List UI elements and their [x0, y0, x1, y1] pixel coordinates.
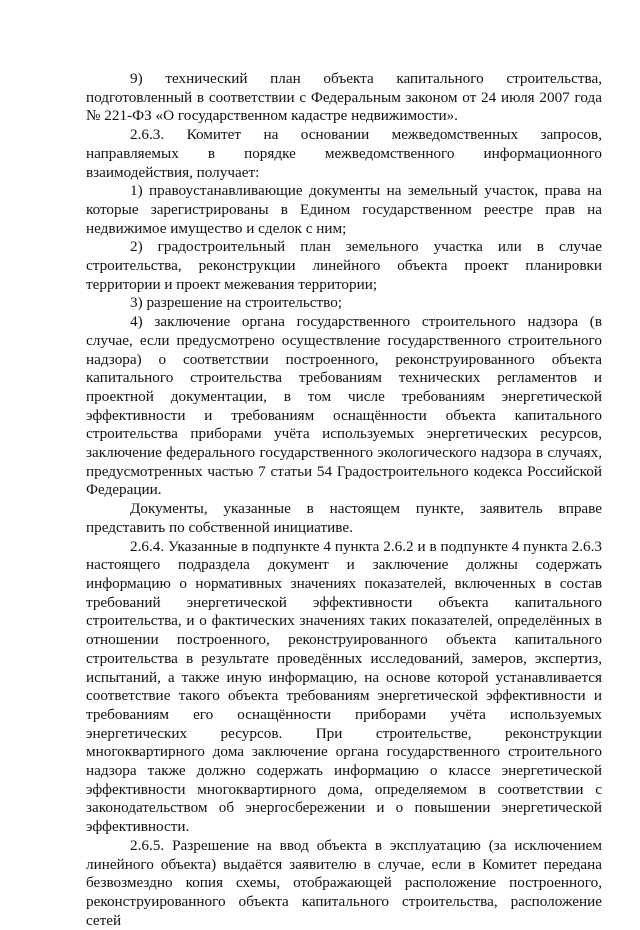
- paragraph-item-1-title-documents: 1) правоустанавливающие документы на земельный участок, права на которые зарегистрированы в Едином государственном реестре прав на недвижимое имущество и сделок с ним;: [86, 182, 602, 237]
- paragraph-2-6-3: 2.6.3. Комитет на основании межведомственных запросов, направляемых в порядке межведомственного информационного взаимодействия, получает:: [86, 126, 602, 181]
- document-page: [86, 70, 602, 930]
- paragraph-2-6-4: 2.6.4. Указанные в подпункте 4 пункта 2.6.2 и в подпункте 4 пункта 2.6.3 настоящего подраздела документ и заключение должны содержать информацию о нормативных значениях показателей, включенных в состав требований энергетической эффективности объекта капитального строительства, и о фактических значениях таких показателей, определённых в отношении построенного, реконструированного объекта капитального строительства в результате проведённых исследований, замеров, экспертиз, испытаний, а также иную информацию, на основе которой устанавливается соответствие такого объекта требованиям энергетической эффективности и требованиям его оснащённости приборами учёта используемых энергетических ресурсов. При строительстве, реконструкции многоквартирного дома заключение органа государственного строительного надзора также должно содержать информацию о классе энергетической эффективности многоквартирного дома, определяемом в соответствии с законодательством об энергосбережении и о повышении энергетической эффективности.: [86, 537, 602, 836]
- paragraph-2-6-5: 2.6.5. Разрешение на ввод объекта в эксплуатацию (за исключением линейного объекта) выдаётся заявителю в случае, если в Комитет передана безвозмездно копия схемы, отображающей расположение построенного, реконструированного объекта капитального строительства, расположение сетей: [86, 836, 602, 929]
- paragraph-item-9-technical-plan: 9) технический план объекта капитального строительства, подготовленный в соответствии с Федеральным законом от 24 июля 2007 года № 221-ФЗ «О государственном кадастре недвижимости».: [86, 70, 602, 125]
- paragraph-own-initiative: Документы, указанные в настоящем пункте, заявитель вправе представить по собственной инициативе.: [86, 500, 602, 536]
- paragraph-item-4-supervision-conclusion: 4) заключение органа государственного строительного надзора (в случае, если предусмотрено осуществление государственного строительного надзора) о соответствии построенного, реконструированного объекта капитального строительства требованиям технических регламентов и проектной документации, в том числе требованиям энергетической эффективности и требованиям оснащённости объекта капитального строительства приборами учёта используемых энергетических ресурсов, заключение федерального государственного экологического надзора в случаях, предусмотренных частью 7 статьи 54 Градостроительного кодекса Российской Федерации.: [86, 313, 602, 499]
- paragraph-item-3-building-permit: 3) разрешение на строительство;: [130, 294, 343, 312]
- paragraph-item-2-urban-plan: 2) градостроительный план земельного участка или в случае строительства, реконструкции линейного объекта проект планировки территории и проект межевания территории;: [86, 238, 602, 293]
